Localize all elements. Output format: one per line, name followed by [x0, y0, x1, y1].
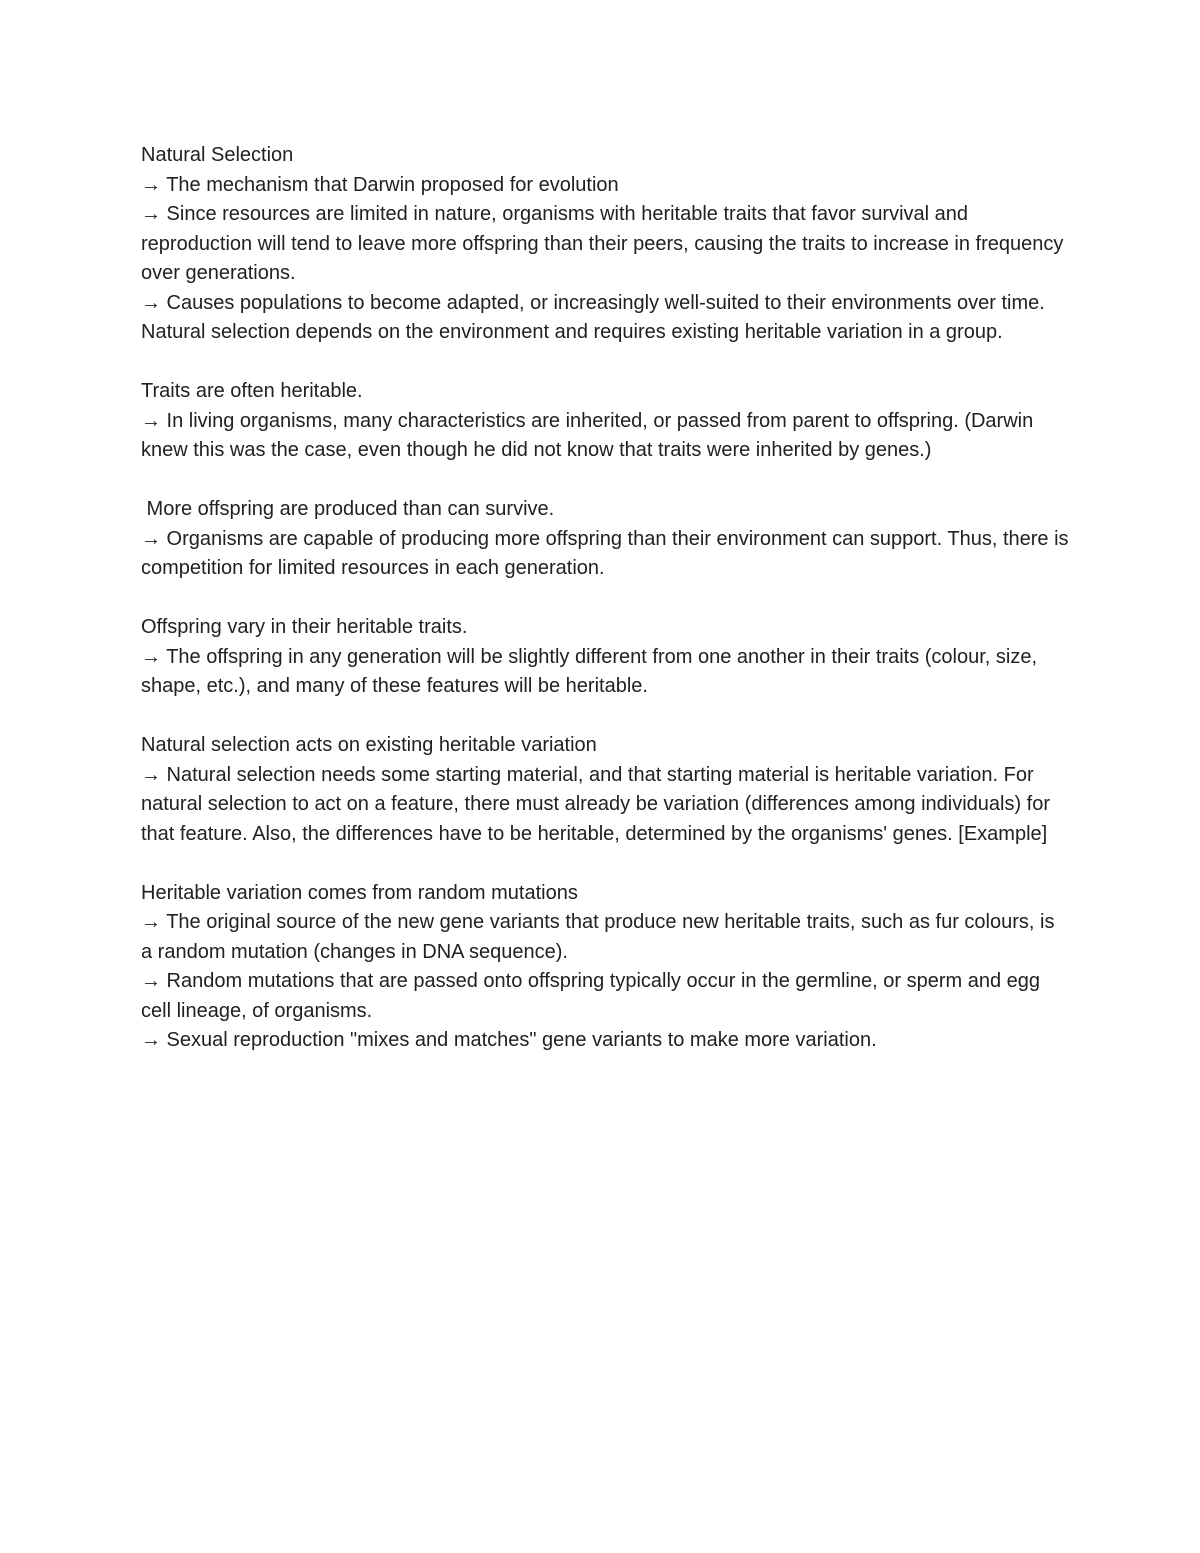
section-random-mutations: [141, 879, 1071, 1056]
section-heading: Traits are often heritable.: [141, 380, 363, 402]
bullet-item: → Causes populations to become adapted, or increasingly well-suited to their environments over time. Natural selection depends on the environment and requires existing heritable variation in a group.: [141, 291, 1045, 343]
section-heading: Offspring vary in their heritable traits.: [141, 616, 468, 638]
bullet-item: → The mechanism that Darwin proposed for evolution: [141, 173, 619, 196]
section-existing-variation: [141, 731, 1071, 849]
section-natural-selection: [141, 141, 1071, 348]
section-traits-heritable: [141, 377, 1071, 466]
section-heading: More offspring are produced than can survive.: [141, 498, 555, 520]
bullet-item: → The original source of the new gene variants that produce new heritable traits, such as fur colours, is a random mutation (changes in DNA sequence).: [141, 911, 1055, 963]
bullet-item: → Natural selection needs some starting material, and that starting material is heritable variation. For natural selection to act on a feature, there must already be variation (differences among individuals) for that feature. Also, the differences have to be heritable, determined by the organisms' genes. [Example]: [141, 763, 1051, 845]
section-heading: Heritable variation comes from random mutations: [141, 881, 578, 904]
bullet-item: → Organisms are capable of producing more offspring than their environment can support. Thus, there is competition for limited resources in each generation.: [141, 527, 1069, 579]
section-heading: Natural selection acts on existing heritable variation: [141, 734, 597, 756]
section-heading: Natural Selection: [141, 144, 294, 166]
bullet-item: → Random mutations that are passed onto offspring typically occur in the germline, or sperm and egg cell lineage, of organisms.: [141, 970, 1040, 1022]
document-page: [141, 141, 1071, 1085]
section-offspring-vary: [141, 613, 1071, 702]
bullet-item: → Since resources are limited in nature, organisms with heritable traits that favor survival and reproduction will tend to leave more offspring than their peers, causing the traits to increase in frequency over generations.: [141, 203, 1064, 284]
section-more-offspring: [141, 495, 1071, 584]
bullet-item: → Sexual reproduction "mixes and matches" gene variants to make more variation.: [141, 1029, 877, 1051]
bullet-item: → In living organisms, many characteristics are inherited, or passed from parent to offspring. (Darwin knew this was the case, even though he did not know that traits were inherited by genes.): [141, 409, 1034, 461]
bullet-item: → The offspring in any generation will be slightly different from one another in their traits (colour, size, shape, etc.), and many of these features will be heritable.: [141, 645, 1038, 697]
